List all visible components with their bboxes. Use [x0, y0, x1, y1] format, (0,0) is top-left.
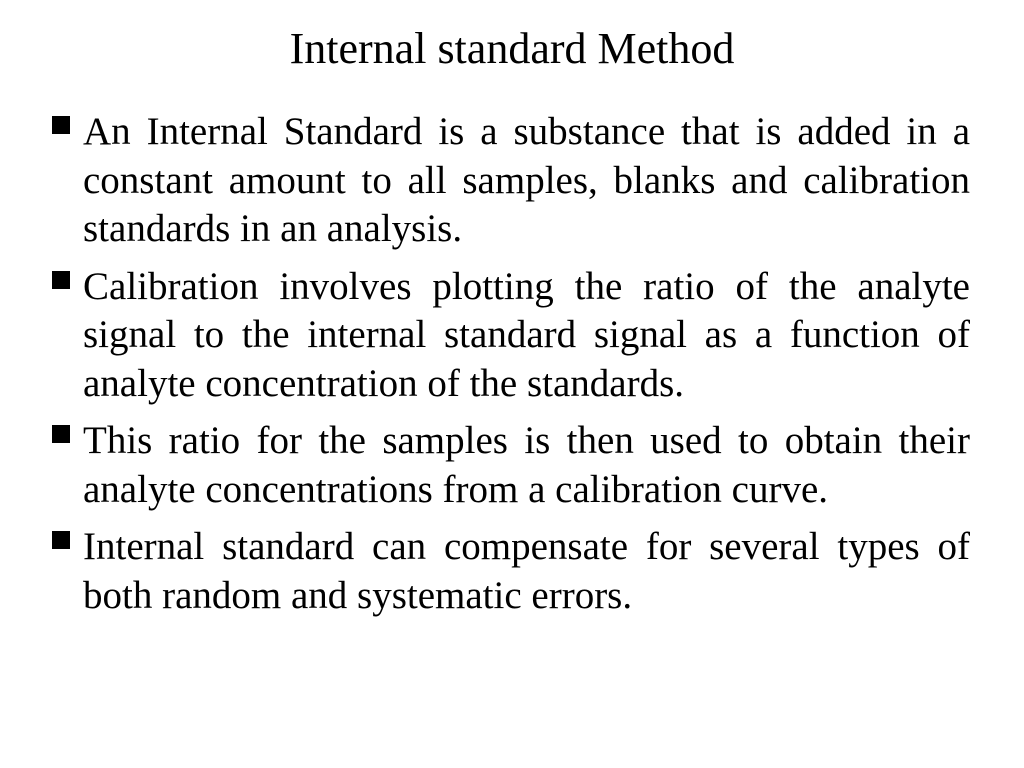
square-bullet-icon: [52, 531, 70, 549]
bullet-text: An Internal Standard is a substance that is added in a constant amount to all samples, blanks and calibration standards in an analysis.: [83, 110, 970, 250]
slide-title: Internal standard Method: [289, 24, 735, 73]
bullet-item: [48, 523, 970, 620]
square-bullet-icon: [52, 116, 70, 134]
square-bullet-icon: [52, 425, 70, 443]
bullet-item: [48, 108, 970, 254]
bullet-item: [48, 417, 970, 514]
bullet-text: Internal standard can compensate for several types of both random and systematic errors.: [83, 525, 970, 617]
square-bullet-icon: [52, 271, 70, 289]
bullet-item: [48, 263, 970, 409]
bullet-text: This ratio for the samples is then used to obtain their analyte concentrations from a calibration curve.: [83, 419, 970, 511]
bullet-list: [48, 108, 970, 629]
bullet-text: Calibration involves plotting the ratio of the analyte signal to the internal standard signal as a function of analyte concentration of the standards.: [83, 264, 970, 405]
